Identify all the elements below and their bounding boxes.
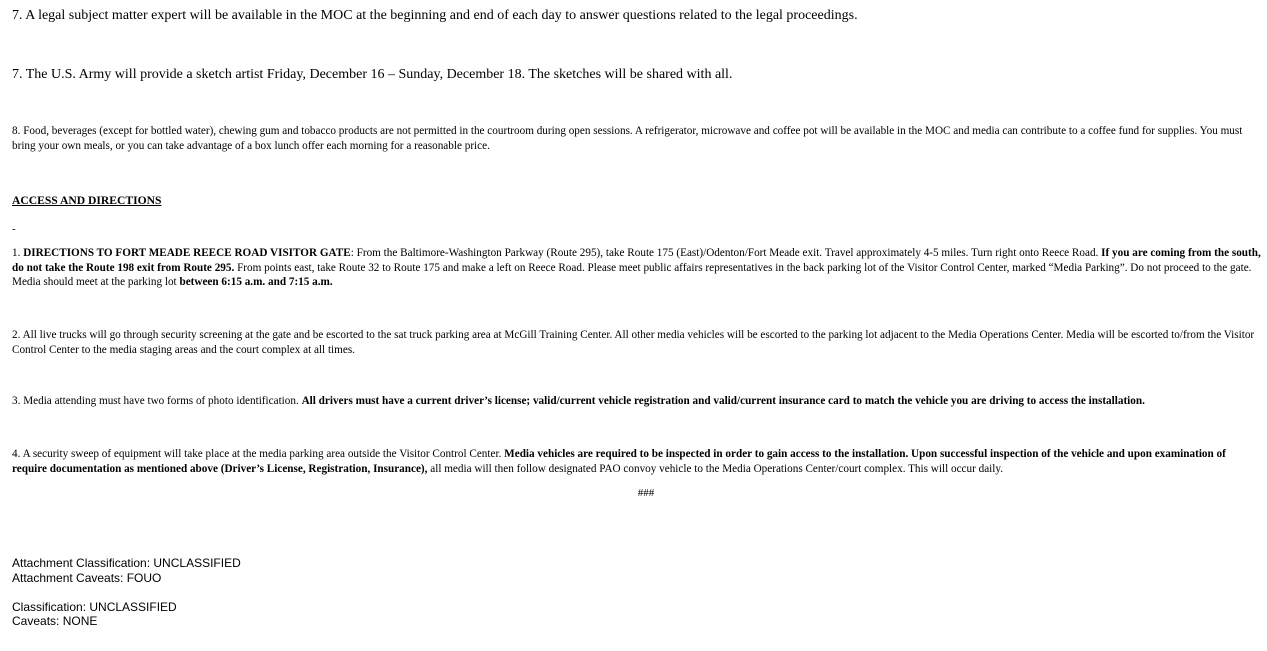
directions-text-cont: From points east, take Route 32 to Route 175 and make a left on Reece Road. Please meet public affairs representatives in the back parking lot of the Visitor Control Center, marked “Media Parking”. Do not proceed to the gate. Media should meet at the parking lot	[12, 261, 1252, 288]
meeting-time: between 6:15 a.m. and 7:15 a.m.	[179, 276, 333, 288]
section-heading-access: ACCESS AND DIRECTIONS	[12, 194, 162, 207]
directions-item-1	[12, 246, 1262, 290]
paragraph-8-food-beverages: 8. Food, beverages (except for bottled water), chewing gum and tobacco products are not permitted in the courtroom during open sessions. A refrigerator, microwave and coffee pot will be available in the MOC and media can contribute to a coffee fund for supplies. You must bring your own meals, or you can take advantage of a box lunch offer each morning for a reasonable price.	[12, 125, 1243, 152]
directions-heading: DIRECTIONS TO FORT MEADE REECE ROAD VISITOR GATE	[23, 247, 351, 259]
attachment-classification: Attachment Classification: UNCLASSIFIED	[12, 556, 241, 570]
caveats: Caveats: NONE	[12, 614, 98, 628]
inspection-requirements: Media vehicles are required to be inspected in order to gain access to the installation. Upon successful inspection of the vehicle and upon examination of require documentation as mentioned above (Driver’s License, Registration, Insurance),	[12, 448, 1226, 475]
end-mark: ###	[637, 487, 655, 499]
classification: Classification: UNCLASSIFIED	[12, 600, 177, 614]
dash-separator: -	[12, 223, 16, 235]
paragraph-7-sketch-artist: 7. The U.S. Army will provide a sketch artist Friday, December 16 – Sunday, December 18. The sketches will be shared with all.	[12, 67, 733, 82]
driver-requirements: All drivers must have a current driver’s license; valid/current vehicle registration and valid/current insurance card to match the vehicle you are driving to access the installation.	[301, 395, 1145, 407]
directions-item-4	[12, 447, 1262, 476]
item-number: 1.	[12, 247, 24, 259]
id-requirement-text: 3. Media attending must have two forms of photo identification.	[12, 395, 302, 407]
south-warning: If you are coming from the south, do not take the Route 198 exit from Route 295.	[12, 247, 1261, 274]
paragraph-7-legal-expert: 7. A legal subject matter expert will be available in the MOC at the beginning and end of each day to answer questions related to the legal proceedings.	[12, 8, 858, 23]
attachment-caveats: Attachment Caveats: FOUO	[12, 571, 162, 585]
security-sweep-text: 4. A security sweep of equipment will take place at the media parking area outside the Visitor Control Center.	[12, 448, 505, 460]
convoy-text: all media will then follow designated PAO convoy vehicle to the Media Operations Center/court complex. This will occur daily.	[427, 462, 1004, 475]
directions-text: : From the Baltimore-Washington Parkway (Route 295), take Route 175 (East)/Odenton/Fort Meade exit. Travel approximately 4-5 miles. Turn right onto Reece Road.	[350, 247, 1102, 259]
directions-item-2: 2. All live trucks will go through security screening at the gate and be escorted to the sat truck parking area at McGill Training Center. All other media vehicles will be escorted to the parking lot adjacent to the Media Operations Center. Media will be escorted to/from the Visitor Control Center to the media staging areas and the court complex at all times.	[12, 329, 1255, 356]
directions-item-3	[12, 394, 1262, 409]
